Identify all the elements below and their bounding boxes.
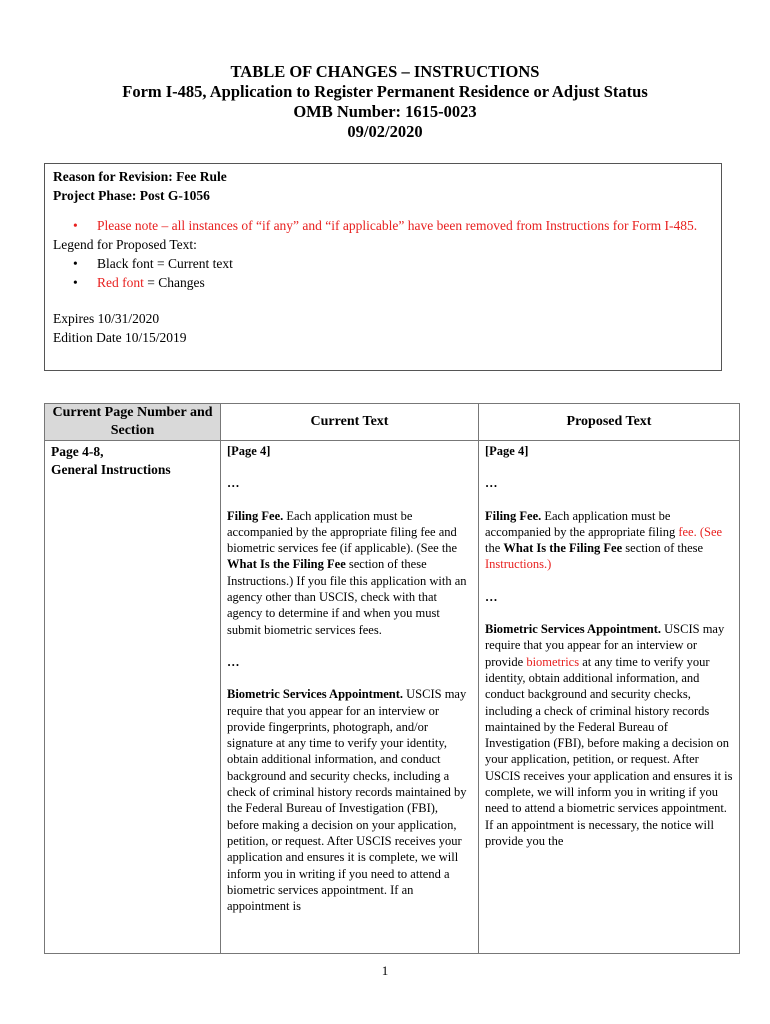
proposed-fee-text-3: section of these — [622, 541, 704, 556]
proposed-text-cell — [479, 441, 740, 954]
proposed-bio-title: Biometric Services Appointment. — [485, 622, 662, 637]
current-ellipsis-2: … — [227, 654, 240, 669]
title-line-3: OMB Number: 1615-0023 — [293, 102, 477, 121]
proposed-page-label: [Page 4] — [485, 444, 529, 458]
legend-black-text: Black font = Current text — [97, 256, 233, 271]
legend-red-rest: = Changes — [143, 275, 205, 290]
proposed-bio-red: biometrics — [526, 654, 580, 669]
proposed-biometric-paragraph — [485, 621, 733, 849]
current-bio-title: Biometric Services Appointment. — [227, 687, 404, 702]
current-ellipsis-1: … — [227, 476, 240, 491]
section-line-2: General Instructions — [51, 462, 171, 477]
table-header-row — [45, 404, 740, 441]
expires-date: Expires 10/31/2020 — [53, 311, 160, 326]
proposed-bio-text-2: at any time to verify your identity, obtain additional information, and conduct background and security checks, including a check of criminal history records maintained by the Federal Bureau of Investigation (FBI), before making a decision on your application, petition, or request. After USCIS receives your application and ensures it is complete, we will inform you in writing if you need to attend a biometric services appointment. If an appointment is necessary, the notice will provide you the — [485, 654, 733, 848]
proposed-fee-red-1: fee. (See — [678, 524, 723, 539]
current-fee-text-1: Each application must be accompanied by the appropriate filing fee and biometric services fee (if applicable). (See the — [227, 508, 458, 556]
proposed-filing-fee-paragraph — [485, 508, 733, 573]
note-text: Please note – all instances of “if any” and “if applicable” have been removed from Instructions for Form I-485. — [97, 218, 698, 233]
note-item — [53, 216, 713, 235]
current-fee-bold: What Is the Filing Fee — [227, 557, 346, 572]
proposed-fee-text-2: the — [485, 541, 504, 556]
title-line-4: 09/02/2020 — [347, 122, 423, 141]
current-fee-title: Filing Fee. — [227, 508, 284, 523]
proposed-ellipsis-1: … — [485, 476, 498, 491]
proposed-fee-text-1: Each application must be accompanied by the appropriate filing — [485, 508, 679, 539]
table-row — [45, 441, 740, 954]
document-title-block — [0, 62, 770, 142]
legend-item-red — [53, 273, 713, 292]
project-phase: Project Phase: Post G-1056 — [53, 188, 210, 203]
proposed-fee-bold: What Is the Filing Fee — [503, 541, 623, 556]
proposed-bio-text-1: USCIS may require that you appear for an interview or provide — [485, 622, 725, 669]
reason-for-revision: Reason for Revision: Fee Rule — [53, 169, 227, 184]
revision-info-box — [44, 163, 722, 371]
current-biometric-paragraph — [227, 686, 472, 914]
header-current-text: Current Text — [221, 404, 479, 441]
proposed-ellipsis-2: … — [485, 589, 498, 604]
section-line-1: Page 4-8, — [51, 444, 104, 459]
note-list — [53, 216, 713, 235]
legend-title: Legend for Proposed Text: — [53, 237, 197, 252]
current-text-cell — [221, 441, 479, 954]
legend-red-label: Red font — [97, 275, 144, 290]
header-proposed-text: Proposed Text — [479, 404, 740, 441]
title-line-1: TABLE OF CHANGES – INSTRUCTIONS — [230, 62, 540, 81]
legend-item-black — [53, 254, 713, 273]
current-filing-fee-paragraph — [227, 508, 472, 638]
proposed-fee-red-2: Instructions.) — [485, 557, 552, 572]
section-cell — [45, 441, 221, 954]
title-line-2: Form I-485, Application to Register Permanent Residence or Adjust Status — [122, 82, 648, 101]
proposed-fee-title: Filing Fee. — [485, 508, 542, 523]
current-fee-text-2: section of these Instructions.) If you file this application with an agency other than USCIS, check with that agency to determine if and when you must submit biometric services fees. — [227, 557, 467, 637]
page-number: 1 — [381, 963, 389, 978]
changes-table — [44, 403, 740, 954]
edition-date: Edition Date 10/15/2019 — [53, 330, 187, 345]
legend-list — [53, 254, 713, 292]
header-section: Current Page Number and Section — [45, 404, 221, 441]
current-page-label: [Page 4] — [227, 444, 271, 458]
current-bio-text: USCIS may require that you appear for an interview or provide fingerprints, photograph, and/or signature at any time to verify your identity, obtain additional information, and conduct background and security checks, including a check of criminal history records maintained by the Federal Bureau of Investigation (FBI), before making a decision on your application, petition, or request. After USCIS receives your application and ensures it is complete, we will inform you in writing if you need to attend a biometric services appointment. If an appointment is — [227, 687, 467, 914]
